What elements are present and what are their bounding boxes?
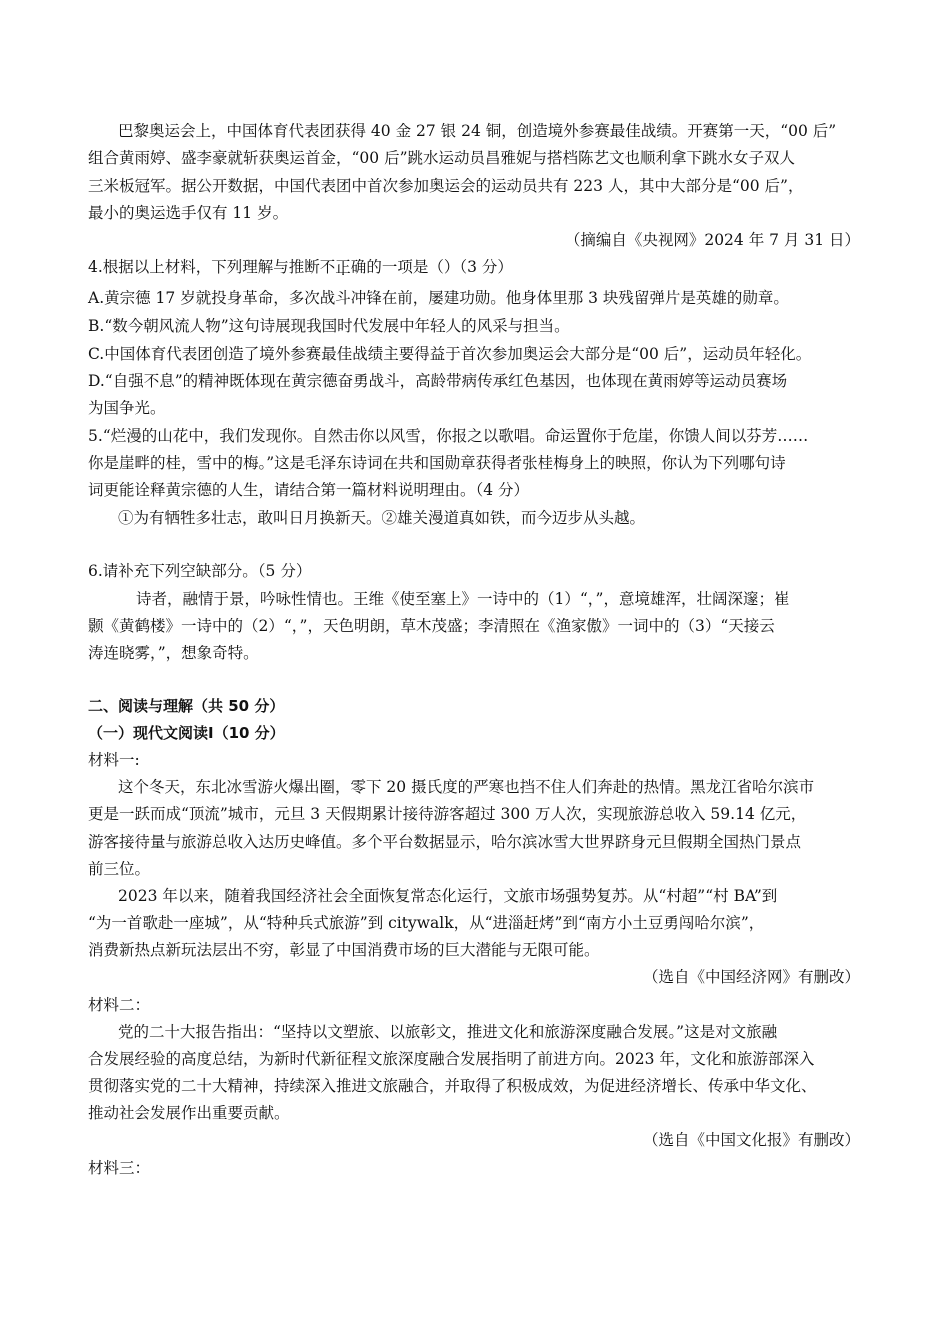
material-1-line: 前三位。 — [88, 860, 151, 878]
material-1-line: 这个冬天，东北冰雪游火爆出圈，零下 20 摄氏度的严寒也挡不住人们奔赴的热情。黑龙江省哈尔滨市 — [118, 778, 815, 796]
q4-option-c: C.中国体育代表团创造了境外参赛最佳战绩主要得益于首次参加奥运会大部分是“00 后”，运动员年轻化。 — [88, 345, 812, 363]
paris-passage-line: 最小的奥运选手仅有 11 岁。 — [88, 204, 289, 222]
paris-passage-line: 组合黄雨婷、盛李豪就斩获奥运首金，“00 后”跳水运动员昌雅妮与搭档陈艺文也顺利拿下跳水女子双人 — [88, 149, 796, 167]
q4-option-a: A.黄宗德 17 岁就投身革命，多次战斗冲锋在前，屡建功勋。他身体里那 3 块残留弹片是英雄的勋章。 — [88, 289, 789, 307]
question-5-line: 你是崖畔的桂，雪中的梅。”这是毛泽东诗词在共和国勋章获得者张桂梅身上的映照，你认为下列哪句诗 — [88, 454, 786, 472]
material-1-line: 游客接待量与旅游总收入达历史峰值。多个平台数据显示，哈尔滨冰雪大世界跻身元旦假期全国热门景点 — [88, 833, 802, 851]
q4-option-b: B.“数今朝风流人物”这句诗展现我国时代发展中年轻人的风采与担当。 — [88, 317, 570, 335]
material-1-line: 2023 年以来，随着我国经济社会全面恢复常态化运行，文旅市场强势复苏。从“村超”“村 BA”到 — [118, 887, 778, 905]
section-title: 二、阅读与理解（共 50 分） — [88, 697, 285, 715]
material-2-label: 材料二： — [88, 996, 151, 1014]
material-2-line: 推动社会发展作出重要贡献。 — [88, 1104, 290, 1122]
q5-choices: ①为有牺牲多壮志，敢叫日月换新天。②雄关漫道真如铁，而今迈步从头越。 — [118, 509, 646, 527]
q4-stem-before: 4.根据以上材料，下列理解与推断 — [88, 258, 320, 276]
q4-option-d-cont: 为国争光。 — [88, 399, 166, 417]
material-2-line: 合发展经验的高度总结，为新时代新征程文旅深度融合发展指明了前进方向。2023 年，文化和旅游部深入 — [88, 1050, 815, 1068]
material-3-label: 材料三： — [88, 1159, 151, 1177]
material-1-label: 材料一: — [88, 751, 140, 769]
material-1-line: 消费新热点新玩法层出不穷，彰显了中国消费市场的巨大潜能与无限可能。 — [88, 941, 600, 959]
q4-stem-after: 的一项是（）（3 分） — [366, 258, 513, 276]
question-5-line: 词更能诠释黄宗德的人生，请结合第一篇材料说明理由。（4 分） — [88, 481, 530, 499]
material-2-line: 贯彻落实党的二十大精神，持续深入推进文旅融合，并取得了积极成效，为促进经济增长、传承中华文化、 — [88, 1077, 817, 1095]
question-6-line: 颢《黄鹤楼》一诗中的（2）“，”，天色明朗，草木茂盛；李清照在《渔家傲》一词中的（3）“天接云 — [88, 617, 775, 635]
question-5-line: 5.“烂漫的山花中，我们发现你。自然击你以风雪，你报之以歌唱。命运置你于危崖，你馈人间以芬芳…… — [88, 427, 809, 445]
question-6-line: 诗者，融情于景，吟咏性情也。王维《使至塞上》一诗中的（1）“，”，意境雄浑，壮阔深邃；崔 — [136, 590, 790, 608]
section-subtitle: （一）现代文阅读Ⅰ（10 分） — [88, 724, 285, 742]
q4-stem-emphasis: 不正确 — [319, 258, 367, 276]
paris-passage-line: 三米板冠军。据公开数据，中国代表团中首次参加奥运会的运动员共有 223 人，其中大部分是“00 后”， — [88, 177, 804, 195]
q4-option-d: D.“自强不息”的精神既体现在黄宗德奋勇战斗，高龄带病传承红色基因，也体现在黄雨婷等运动员赛场 — [88, 372, 788, 390]
material-1-line: “为一首歌赴一座城”，从“特种兵式旅游”到 citywalk，从“进淄赶烤”到“南方小土豆勇闯哈尔滨”， — [88, 914, 765, 932]
question-6-line: 涛连晓雾，”，想象奇特。 — [88, 644, 259, 662]
question-4-stem — [88, 257, 513, 277]
material-1-source: （选自《中国经济网》有删改） — [642, 968, 860, 986]
material-2-source: （选自《中国文化报》有删改） — [642, 1131, 860, 1149]
paris-passage-line: 巴黎奥运会上，中国体育代表团获得 40 金 27 银 24 铜，创造境外参赛最佳战绩。开赛第一天，“00 后” — [118, 122, 837, 140]
source-citation: （摘编自《央视网》2024 年 7 月 31 日） — [564, 231, 860, 249]
material-2-line: 党的二十大报告指出：“坚持以文塑旅、以旅彰文，推进文化和旅游深度融合发展。”这是对文旅融 — [118, 1023, 778, 1041]
material-1-line: 更是一跃而成“顶流”城市，元旦 3 天假期累计接待游客超过 300 万人次，实现旅游总收入 59.14 亿元， — [88, 805, 807, 823]
question-6-stem: 6.请补充下列空缺部分。（5 分） — [88, 562, 312, 580]
